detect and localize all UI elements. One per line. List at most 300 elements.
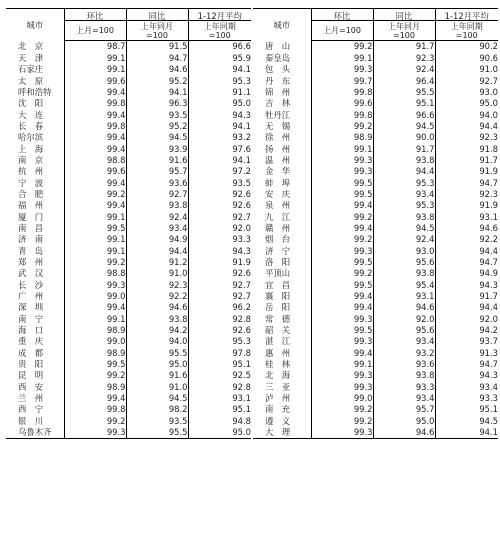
left-city-table	[6, 8, 251, 439]
mom-value-cell: 99.2	[311, 268, 373, 279]
yoy-value-cell: 95.7	[126, 166, 188, 177]
table-row	[6, 268, 251, 279]
avg-value-cell: 94.0	[435, 109, 498, 120]
city-cell: 深 圳	[18, 302, 44, 313]
table-row	[253, 336, 498, 347]
table-row	[6, 211, 251, 222]
city-cell: 韶 关	[265, 325, 291, 336]
yoy-value-cell: 91.6	[126, 154, 188, 165]
city-cell: 大 理	[253, 427, 311, 439]
city-cell: 天 津	[18, 52, 44, 63]
table-row	[253, 313, 498, 324]
city-cell: 桂 林	[265, 359, 291, 370]
avg-value-cell: 94.4	[435, 245, 498, 256]
avg-value-cell: 94.3	[435, 370, 498, 381]
city-cell: 牡丹江	[265, 109, 291, 120]
city-cell: 上 海	[18, 143, 44, 154]
yoy-value-cell: 93.8	[373, 211, 435, 222]
avg-value-cell: 97.2	[188, 166, 251, 177]
city-cell: 西 安	[18, 381, 44, 392]
table-row	[6, 177, 251, 188]
city-cell: 三 亚	[265, 381, 291, 392]
yoy-value-cell: 94.6	[373, 427, 435, 439]
avg-value-cell: 94.1	[188, 154, 251, 165]
yoy-base-header: 上年同月 =100	[373, 21, 435, 41]
mom-value-cell: 99.8	[311, 86, 373, 97]
city-cell: 徐 州	[265, 132, 291, 143]
table-row	[253, 177, 498, 188]
mom-value-cell: 99.5	[311, 177, 373, 188]
table-row	[253, 52, 498, 63]
city-cell: 常 德	[265, 313, 291, 324]
avg-value-cell: 92.0	[188, 223, 251, 234]
left-table-body	[6, 41, 251, 439]
avg-value-cell: 97.6	[188, 143, 251, 154]
yoy-value-cell: 90.0	[373, 132, 435, 143]
avg-value-cell: 94.4	[435, 302, 498, 313]
yoy-value-cell: 95.3	[373, 177, 435, 188]
mom-column-header: 环比	[311, 9, 373, 21]
table-row	[6, 86, 251, 97]
avg-value-cell: 94.9	[435, 268, 498, 279]
city-cell: 贵 阳	[18, 359, 44, 370]
avg-value-cell: 94.1	[188, 64, 251, 75]
avg-value-cell: 95.1	[188, 404, 251, 415]
table-row	[6, 75, 251, 86]
yoy-value-cell: 93.5	[126, 109, 188, 120]
avg-value-cell: 92.6	[188, 200, 251, 211]
city-column-header: 城市	[6, 9, 64, 41]
yoy-column-header: 同比	[126, 9, 188, 21]
city-cell: 长 春	[18, 120, 44, 131]
mom-value-cell: 99.5	[64, 359, 126, 370]
yoy-value-cell: 94.6	[373, 302, 435, 313]
city-cell: 合 肥	[18, 188, 44, 199]
avg-value-cell: 90.6	[435, 52, 498, 63]
table-row	[6, 166, 251, 177]
city-cell: 唐 山	[265, 41, 291, 52]
avg-value-cell: 91.9	[435, 200, 498, 211]
table-row	[6, 64, 251, 75]
city-cell: 泸 州	[265, 393, 291, 404]
mom-value-cell: 99.4	[311, 200, 373, 211]
city-cell: 金 华	[265, 166, 291, 177]
mom-value-cell: 99.1	[311, 52, 373, 63]
yoy-base-header: 上年同月 =100	[126, 21, 188, 41]
mom-value-cell: 99.3	[311, 245, 373, 256]
mom-value-cell: 99.6	[311, 98, 373, 109]
avg-value-cell: 90.2	[435, 41, 498, 53]
table-row	[253, 41, 498, 53]
mom-value-cell: 99.4	[64, 132, 126, 143]
yoy-value-cell: 93.8	[126, 313, 188, 324]
avg-value-cell: 94.1	[435, 427, 498, 439]
yoy-value-cell: 92.4	[373, 234, 435, 245]
mom-value-cell: 99.0	[64, 336, 126, 347]
city-cell: 青 岛	[18, 245, 44, 256]
mom-value-cell: 99.6	[64, 166, 126, 177]
table-row	[6, 245, 251, 256]
yoy-value-cell: 93.6	[126, 177, 188, 188]
city-cell: 赣 州	[265, 222, 291, 233]
mom-value-cell: 99.2	[64, 188, 126, 199]
avg-value-cell: 91.3	[435, 347, 498, 358]
yoy-value-cell: 91.7	[373, 41, 435, 53]
yoy-value-cell: 95.0	[126, 359, 188, 370]
avg-value-cell: 91.8	[435, 143, 498, 154]
table-row	[6, 41, 251, 53]
mom-base-header: 上月=100	[311, 21, 373, 41]
table-row	[6, 223, 251, 234]
yoy-value-cell: 92.3	[126, 279, 188, 290]
city-cell: 无 锡	[265, 120, 291, 131]
mom-value-cell: 99.1	[311, 359, 373, 370]
yoy-value-cell: 93.8	[126, 200, 188, 211]
table-row	[6, 143, 251, 154]
table-row	[6, 154, 251, 165]
avg-column-header: 1-12月平均	[435, 9, 498, 21]
table-row	[6, 52, 251, 63]
table-row	[6, 336, 251, 347]
table-row	[253, 404, 498, 415]
table-row	[6, 188, 251, 199]
yoy-value-cell: 93.6	[373, 359, 435, 370]
yoy-value-cell: 94.5	[373, 223, 435, 234]
yoy-value-cell: 93.2	[373, 347, 435, 358]
table-row	[253, 64, 498, 75]
yoy-value-cell: 92.0	[373, 313, 435, 324]
table-row	[6, 415, 251, 426]
table-row	[253, 268, 498, 279]
mom-value-cell: 99.3	[64, 279, 126, 290]
table-row	[253, 143, 498, 154]
mom-value-cell: 99.1	[64, 211, 126, 222]
yoy-value-cell: 95.6	[373, 325, 435, 336]
yoy-value-cell: 94.5	[126, 393, 188, 404]
avg-value-cell: 94.7	[435, 177, 498, 188]
mom-value-cell: 99.4	[64, 109, 126, 120]
city-cell: 湛 江	[265, 336, 291, 347]
city-cell: 秦皇岛	[265, 52, 291, 63]
mom-value-cell: 99.2	[311, 234, 373, 245]
yoy-value-cell: 92.4	[126, 211, 188, 222]
yoy-value-cell: 93.4	[373, 188, 435, 199]
avg-value-cell: 92.5	[188, 370, 251, 381]
avg-value-cell: 93.3	[435, 393, 498, 404]
avg-value-cell: 94.2	[435, 325, 498, 336]
city-cell: 丹 东	[265, 75, 291, 86]
avg-value-cell: 93.7	[435, 336, 498, 347]
yoy-value-cell: 93.4	[373, 336, 435, 347]
table-row	[6, 427, 251, 439]
mom-value-cell: 99.4	[64, 393, 126, 404]
mom-value-cell: 98.9	[64, 325, 126, 336]
city-cell: 吉 林	[265, 98, 291, 109]
avg-value-cell: 93.1	[435, 211, 498, 222]
city-cell: 蚌 埠	[265, 177, 291, 188]
mom-value-cell: 99.8	[64, 98, 126, 109]
city-column-header: 城市	[253, 9, 311, 41]
yoy-value-cell: 95.2	[126, 120, 188, 131]
avg-value-cell: 91.0	[435, 64, 498, 75]
avg-value-cell: 95.0	[435, 98, 498, 109]
avg-value-cell: 94.5	[435, 415, 498, 426]
table-row	[6, 200, 251, 211]
yoy-value-cell: 92.7	[126, 188, 188, 199]
table-row	[6, 347, 251, 358]
right-table-body	[253, 41, 498, 439]
city-cell: 武 汉	[18, 268, 44, 279]
mom-value-cell: 99.4	[311, 347, 373, 358]
avg-value-cell: 94.7	[435, 359, 498, 370]
avg-value-cell: 92.6	[188, 268, 251, 279]
avg-value-cell: 92.7	[435, 75, 498, 86]
yoy-value-cell: 91.0	[126, 268, 188, 279]
table-row	[253, 200, 498, 211]
mom-value-cell: 99.5	[311, 257, 373, 268]
city-cell: 石家庄	[18, 64, 44, 75]
yoy-value-cell: 95.4	[373, 279, 435, 290]
avg-value-cell: 94.1	[188, 120, 251, 131]
avg-value-cell: 92.6	[188, 325, 251, 336]
yoy-value-cell: 94.2	[126, 325, 188, 336]
avg-value-cell: 93.2	[188, 132, 251, 143]
mom-value-cell: 99.6	[64, 75, 126, 86]
table-row	[6, 393, 251, 404]
mom-column-header: 环比	[64, 9, 126, 21]
city-cell: 锦 州	[265, 86, 291, 97]
city-cell: 北 海	[265, 370, 291, 381]
avg-value-cell: 92.7	[188, 211, 251, 222]
table-row	[6, 291, 251, 302]
city-cell: 宁 波	[18, 177, 44, 188]
table-row	[6, 120, 251, 131]
table-row	[253, 234, 498, 245]
avg-column-header: 1-12月平均	[188, 9, 251, 21]
avg-value-cell: 95.3	[188, 336, 251, 347]
city-cell: 乌鲁木齐	[6, 427, 64, 439]
avg-value-cell: 95.1	[188, 359, 251, 370]
mom-value-cell: 99.3	[311, 370, 373, 381]
yoy-value-cell: 95.1	[373, 98, 435, 109]
table-row	[6, 370, 251, 381]
mom-value-cell: 99.2	[311, 211, 373, 222]
city-cell: 成 都	[18, 347, 44, 358]
mom-value-cell: 99.2	[311, 404, 373, 415]
yoy-value-cell: 94.5	[126, 132, 188, 143]
table-row	[253, 223, 498, 234]
yoy-value-cell: 95.6	[373, 257, 435, 268]
table-row	[253, 166, 498, 177]
yoy-value-cell: 94.0	[126, 336, 188, 347]
avg-value-cell: 94.4	[435, 120, 498, 131]
yoy-value-cell: 91.0	[126, 381, 188, 392]
avg-value-cell: 93.0	[435, 86, 498, 97]
mom-value-cell: 99.1	[311, 143, 373, 154]
city-cell: 济 宁	[265, 245, 291, 256]
table-row	[253, 347, 498, 358]
city-cell: 安 庆	[265, 188, 291, 199]
avg-value-cell: 92.7	[188, 291, 251, 302]
avg-value-cell: 91.9	[435, 166, 498, 177]
table-row	[253, 154, 498, 165]
yoy-value-cell: 95.5	[126, 347, 188, 358]
mom-value-cell: 99.5	[311, 325, 373, 336]
avg-value-cell: 95.9	[188, 52, 251, 63]
yoy-value-cell: 93.8	[373, 370, 435, 381]
city-cell: 昆 明	[18, 370, 44, 381]
avg-value-cell: 94.6	[435, 223, 498, 234]
mom-value-cell: 98.9	[64, 347, 126, 358]
avg-value-cell: 92.3	[435, 188, 498, 199]
city-cell: 郑 州	[18, 257, 44, 267]
city-cell: 海 口	[18, 325, 44, 336]
mom-value-cell: 99.1	[64, 234, 126, 245]
avg-value-cell: 91.7	[435, 154, 498, 165]
mom-value-cell: 99.7	[311, 75, 373, 86]
city-cell: 北 京	[18, 41, 44, 52]
yoy-value-cell: 95.7	[373, 404, 435, 415]
yoy-value-cell: 95.0	[373, 415, 435, 426]
mom-value-cell: 98.8	[64, 154, 126, 165]
table-row	[253, 415, 498, 426]
table-row	[6, 132, 251, 143]
table-row	[6, 313, 251, 324]
city-cell: 太 原	[18, 75, 44, 86]
right-city-table	[253, 8, 498, 439]
yoy-value-cell: 91.2	[126, 257, 188, 268]
table-row	[253, 370, 498, 381]
table-row	[6, 109, 251, 120]
table-row	[253, 381, 498, 392]
yoy-value-cell: 93.0	[373, 245, 435, 256]
yoy-value-cell: 94.5	[373, 120, 435, 131]
city-cell: 重 庆	[18, 336, 44, 347]
yoy-value-cell: 93.9	[126, 143, 188, 154]
avg-value-cell: 96.6	[188, 41, 251, 53]
avg-value-cell: 93.4	[435, 381, 498, 392]
mom-value-cell: 99.3	[311, 381, 373, 392]
table-row	[6, 325, 251, 336]
yoy-value-cell: 93.3	[373, 381, 435, 392]
yoy-value-cell: 92.2	[126, 291, 188, 302]
yoy-value-cell: 95.2	[126, 75, 188, 86]
avg-value-cell: 93.5	[188, 177, 251, 188]
avg-value-cell: 93.1	[188, 393, 251, 404]
mom-value-cell: 98.8	[64, 268, 126, 279]
yoy-value-cell: 93.5	[126, 415, 188, 426]
table-row	[253, 359, 498, 370]
mom-base-header: 上月=100	[64, 21, 126, 41]
yoy-value-cell: 93.1	[373, 291, 435, 302]
mom-value-cell: 99.5	[64, 223, 126, 234]
table-row	[253, 393, 498, 404]
mom-value-cell: 99.4	[311, 223, 373, 234]
mom-value-cell: 99.3	[311, 427, 373, 439]
yoy-value-cell: 96.4	[373, 75, 435, 86]
table-row	[253, 75, 498, 86]
mom-value-cell: 99.0	[64, 291, 126, 302]
city-cell: 兰 州	[18, 393, 44, 404]
mom-value-cell: 98.9	[311, 132, 373, 143]
mom-value-cell: 99.1	[64, 245, 126, 256]
table-row	[6, 381, 251, 392]
table-row	[253, 257, 498, 268]
yoy-value-cell: 95.5	[126, 427, 188, 439]
city-cell: 大 连	[18, 109, 44, 120]
mom-value-cell: 98.9	[64, 381, 126, 392]
avg-value-cell: 94.3	[435, 279, 498, 290]
mom-value-cell: 98.7	[64, 41, 126, 53]
table-row	[6, 234, 251, 245]
mom-value-cell: 99.4	[311, 302, 373, 313]
yoy-value-cell: 94.9	[126, 234, 188, 245]
yoy-value-cell: 92.3	[373, 52, 435, 63]
city-cell: 哈尔滨	[18, 132, 44, 143]
mom-value-cell: 99.5	[311, 279, 373, 290]
table-row	[253, 211, 498, 222]
mom-value-cell: 99.8	[311, 109, 373, 120]
mom-value-cell: 99.3	[311, 166, 373, 177]
city-cell: 遵 义	[265, 415, 291, 426]
mom-value-cell: 99.1	[64, 313, 126, 324]
yoy-value-cell: 96.3	[126, 98, 188, 109]
avg-value-cell: 92.8	[188, 381, 251, 392]
mom-value-cell: 99.8	[64, 120, 126, 131]
yoy-value-cell: 93.4	[373, 393, 435, 404]
yoy-value-cell: 93.8	[373, 154, 435, 165]
city-cell: 南 宁	[18, 313, 44, 324]
table-row	[6, 279, 251, 290]
mom-value-cell: 99.2	[64, 415, 126, 426]
city-cell: 福 州	[18, 200, 44, 211]
avg-value-cell: 94.3	[188, 109, 251, 120]
table-row	[6, 404, 251, 415]
table-row	[253, 132, 498, 143]
yoy-value-cell: 94.4	[126, 245, 188, 256]
table-row	[253, 86, 498, 97]
mom-value-cell: 99.3	[311, 336, 373, 347]
avg-value-cell: 94.8	[188, 415, 251, 426]
mom-value-cell: 99.5	[311, 188, 373, 199]
avg-value-cell: 94.7	[435, 257, 498, 268]
mom-value-cell: 99.1	[64, 64, 126, 75]
yoy-value-cell: 91.7	[373, 143, 435, 154]
yoy-value-cell: 93.4	[126, 223, 188, 234]
city-cell: 扬 州	[265, 143, 291, 154]
city-cell: 岳 阳	[265, 302, 291, 313]
table-row	[253, 279, 498, 290]
mom-value-cell: 99.2	[64, 370, 126, 381]
city-cell: 长 沙	[18, 279, 44, 290]
city-cell: 宜 昌	[265, 279, 291, 290]
city-cell: 泉 州	[265, 200, 291, 211]
avg-value-cell: 92.7	[188, 279, 251, 290]
avg-value-cell: 95.0	[188, 427, 251, 439]
city-cell: 温 州	[265, 154, 291, 165]
table-row	[253, 98, 498, 109]
table-row	[6, 257, 251, 268]
city-cell: 杭 州	[18, 166, 44, 177]
yoy-column-header: 同比	[373, 9, 435, 21]
avg-value-cell: 92.6	[188, 188, 251, 199]
avg-value-cell: 93.3	[188, 234, 251, 245]
table-row	[253, 245, 498, 256]
avg-value-cell: 91.1	[188, 86, 251, 97]
mom-value-cell: 99.2	[311, 415, 373, 426]
avg-value-cell: 96.2	[188, 302, 251, 313]
avg-base-header: 上年同期 =100	[188, 21, 251, 41]
